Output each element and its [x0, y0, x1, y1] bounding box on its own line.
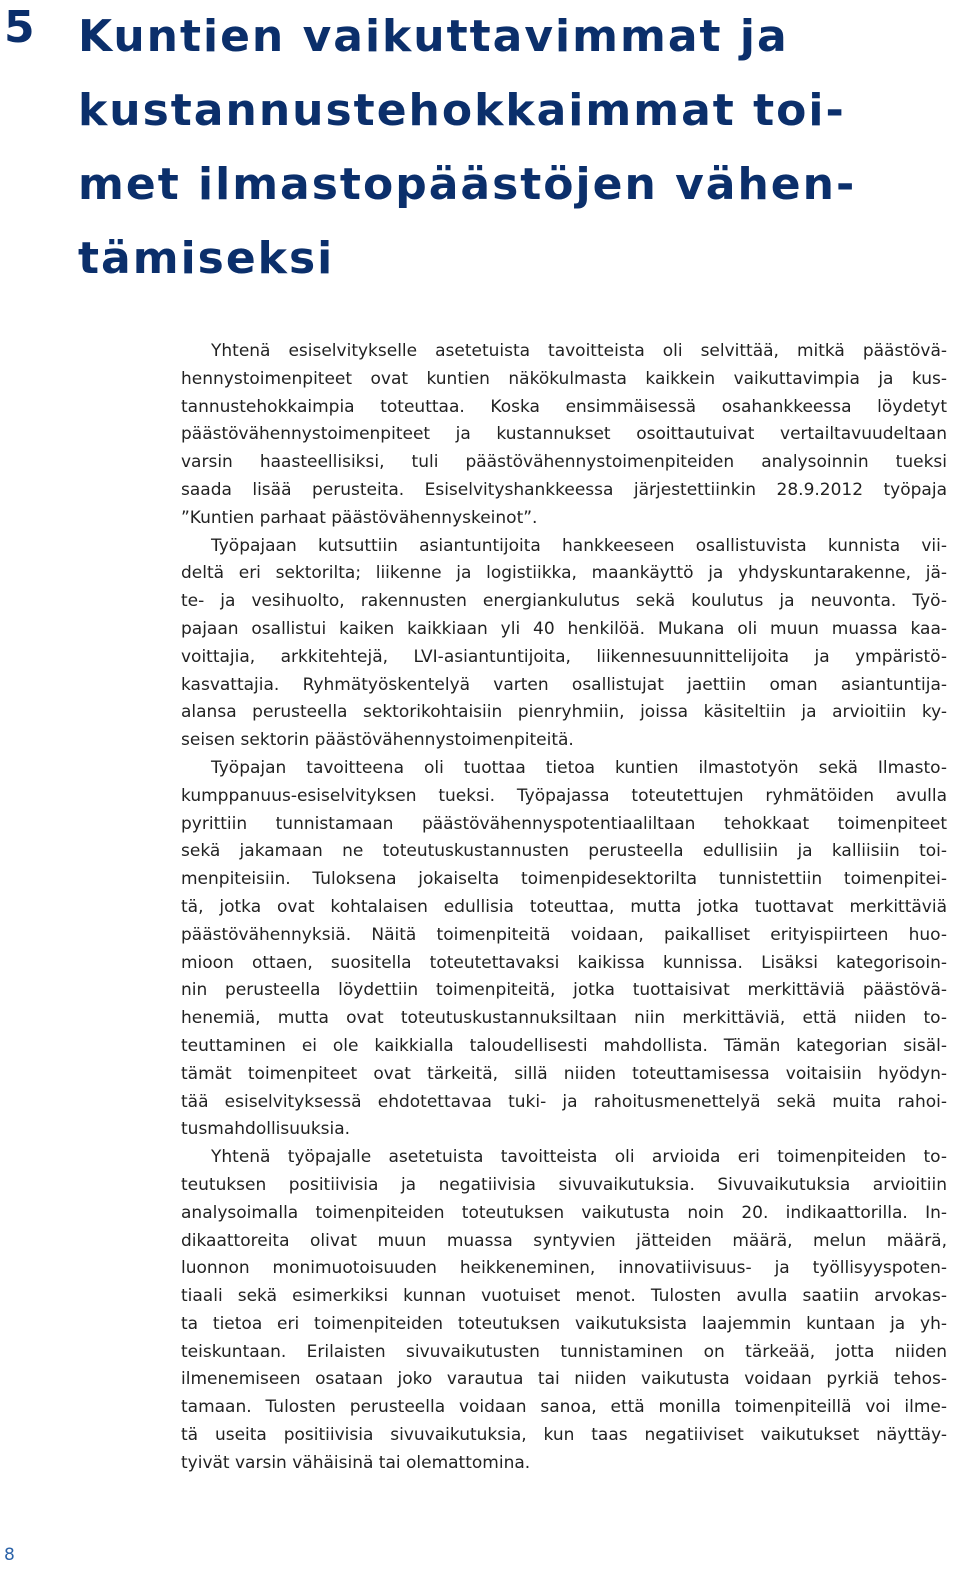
text-line: Yhtenä esiselvitykselle asetetuista tavoitteista oli selvittää, mitkä päästövä-	[211, 341, 947, 361]
text-line: pajaan osallistui kaiken kaikkiaan yli 40 henkilöä. Mukana oli muun muassa kaa-	[181, 618, 947, 639]
text-line: menpiteisiin. Tuloksena jokaiselta toimenpidesektorilta tunnistettiin toimenpitei-	[181, 869, 947, 890]
text-line: tyivät varsin vähäisinä tai olemattomina.	[181, 1452, 531, 1473]
text-line: tämät toimenpiteet ovat tärkeitä, sillä niiden toteuttamisessa voitaisiin hyödyn-	[181, 1063, 947, 1084]
text-line: luonnon monimuotoisuuden heikkeneminen, innovatiivisuus- ja työllisyyspoten-	[181, 1258, 947, 1279]
text-line: päästövähennyksiä. Näitä toimenpiteitä voidaan, paikalliset erityispiirteen huo-	[181, 924, 947, 945]
text-line: kasvattajia. Ryhmätyöskentelyä varten osallistujat jaettiin oman asiantuntija-	[181, 674, 947, 695]
text-line: voittajia, arkkitehtejä, LVI-asiantuntijoita, liikennesuunnittelijoita ja ympäristö-	[181, 646, 947, 667]
chapter-title-line: tämiseksi	[78, 233, 335, 284]
chapter-number: 5	[4, 2, 35, 53]
text-line: tusmahdollisuuksia.	[181, 1119, 351, 1140]
body-text	[181, 338, 947, 1478]
text-line: ilmenemiseen osataan joko varautua tai niiden vaikutusta voidaan pyrkiä tehos-	[181, 1369, 947, 1390]
text-line: saada lisää perusteita. Esiselvityshankkeessa järjestettiinkin 28.9.2012 työpaja	[181, 479, 947, 500]
text-line: Työpajaan kutsuttiin asiantuntijoita hankkeeseen osallistuvista kunnista vii-	[211, 535, 947, 556]
text-line: tannustehokkaimpia toteuttaa. Koska ensimmäisessä osahankkeessa löydetyt	[181, 396, 947, 417]
text-line: ”Kuntien parhaat päästövähennyskeinot”.	[181, 507, 538, 528]
text-line: hennystoimenpiteet ovat kuntien näkökulmasta kaikkein vaikuttavimpia ja kus-	[181, 368, 947, 389]
text-line: tää esiselvityksessä ehdotettavaa tuki- ja rahoitusmenettelyä sekä muita rahoi-	[181, 1091, 947, 1112]
text-line: tä useita positiivisia sivuvaikutuksia, kun taas negatiiviset vaikutukset näyttäy-	[181, 1425, 947, 1446]
text-line: mioon ottaen, suositella toteutettavaksi kaikissa kunnissa. Lisäksi kategorisoin-	[181, 952, 947, 973]
text-line: pyrittiin tunnistamaan päästövähennyspotentiaaliltaan tehokkaat toimenpiteet	[181, 813, 947, 834]
text-line: päästövähennystoimenpiteet ja kustannukset osoittautuivat vertailtavuudeltaan	[181, 424, 947, 445]
paragraph-1	[181, 338, 947, 533]
text-line: alansa perusteella sektorikohtaisiin pienryhmiin, joissa käsiteltiin ja arvioitiin ky-	[181, 702, 947, 723]
chapter-title	[78, 0, 918, 296]
text-line: tä, jotka ovat kohtalaisen edullisia toteuttaa, mutta jotka tuottavat merkittäviä	[181, 896, 947, 917]
text-line: Yhtenä työpajalle asetetuista tavoitteista oli arvioida eri toimenpiteiden to-	[211, 1147, 947, 1168]
text-line: Työpajan tavoitteena oli tuottaa tietoa kuntien ilmastotyön sekä Ilmasto-	[211, 757, 947, 778]
page-number: 8	[4, 1545, 15, 1565]
paragraph-4	[181, 1144, 947, 1478]
text-line: teiskuntaan. Erilaisten sivuvaikutusten tunnistaminen on tärkeää, jotta niiden	[181, 1341, 947, 1362]
text-line: seisen sektorin päästövähennystoimenpiteitä.	[181, 730, 574, 751]
text-line: te- ja vesihuolto, rakennusten energiankulutus sekä koulutus ja neuvonta. Työ-	[181, 591, 947, 612]
chapter-title-line: Kuntien vaikuttavimmat ja	[78, 11, 789, 62]
text-line: tiaali sekä esimerkiksi kunnan vuotuiset menot. Tulosten avulla saatiin arvokas-	[181, 1286, 947, 1307]
text-line: henemiä, mutta ovat toteutuskustannuksiltaan niin merkittäviä, että niiden to-	[181, 1008, 947, 1029]
text-line: kumppanuus-esiselvityksen tueksi. Työpajassa toteutettujen ryhmätöiden avulla	[181, 785, 947, 806]
chapter-title-line: kustannustehokkaimmat toi-	[78, 85, 846, 136]
paragraph-3	[181, 755, 947, 1144]
text-line: tamaan. Tulosten perusteella voidaan sanoa, että monilla toimenpiteillä voi ilme-	[181, 1397, 947, 1418]
chapter-title-line: met ilmastopäästöjen vähen-	[78, 159, 857, 210]
text-line: nin perusteella löydettiin toimenpiteitä, jotka tuottaisivat merkittäviä päästövä-	[181, 980, 947, 1001]
text-line: ta tietoa eri toimenpiteiden toteutuksen vaikutuksista laajemmin kuntaan ja yh-	[181, 1313, 947, 1334]
text-line: varsin haasteellisiksi, tuli päästövähennystoimenpiteiden analysoinnin tueksi	[181, 452, 947, 473]
text-line: dikaattoreita olivat muun muassa syntyvien jätteiden määrä, melun määrä,	[181, 1230, 947, 1251]
text-line: analysoimalla toimenpiteiden toteutuksen vaikutusta noin 20. indikaattorilla. In-	[181, 1202, 947, 1223]
paragraph-2	[181, 533, 947, 755]
text-line: teutuksen positiivisia ja negatiivisia sivuvaikutuksia. Sivuvaikutuksia arvioitiin	[181, 1174, 947, 1195]
text-line: sekä jakamaan ne toteutuskustannusten perusteella edullisiin ja kalliisiin toi-	[181, 841, 947, 862]
text-line: deltä eri sektorilta; liikenne ja logistiikka, maankäyttö ja yhdyskuntarakenne, jä-	[181, 563, 947, 584]
text-line: teuttaminen ei ole kaikkialla taloudellisesti mahdollista. Tämän kategorian sisäl-	[181, 1035, 947, 1056]
